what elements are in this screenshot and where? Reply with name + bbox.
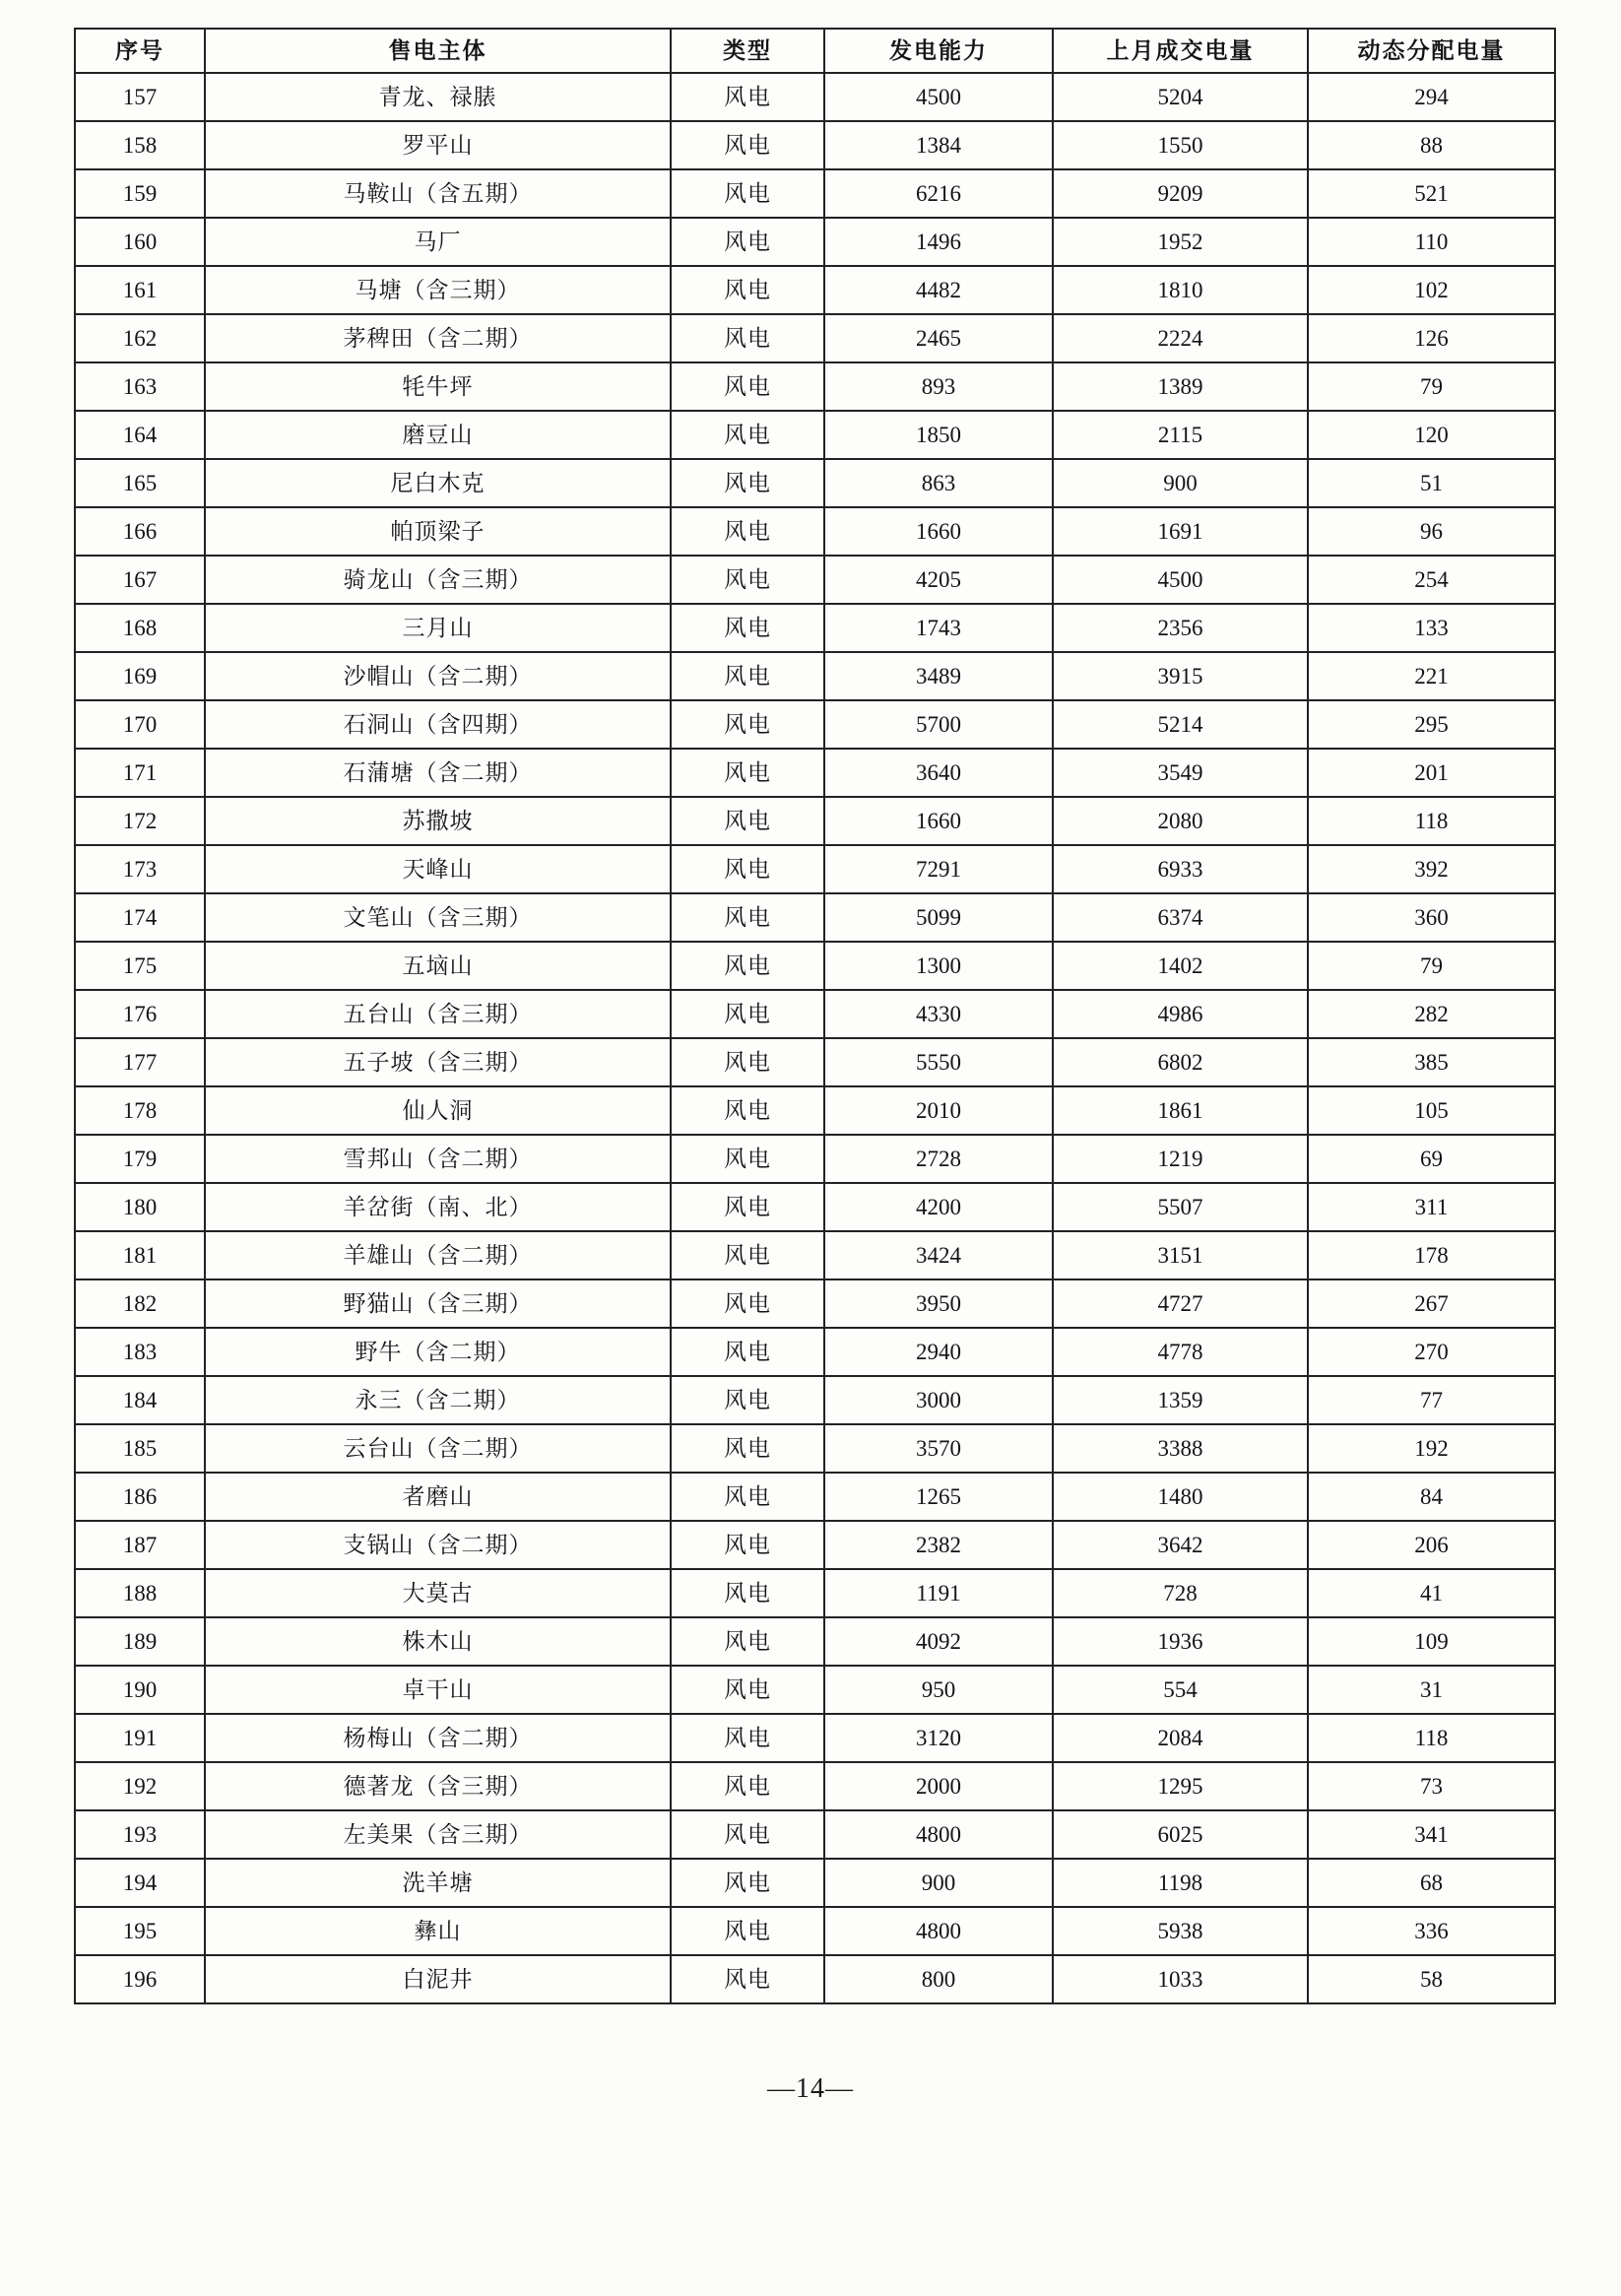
table-row xyxy=(75,411,1555,459)
column-header-last-month-volume: 上月成交电量 xyxy=(1053,29,1308,73)
cell-seq: 159 xyxy=(75,169,205,218)
cell-dynamic-allocation: 73 xyxy=(1308,1762,1555,1810)
cell-entity: 者磨山 xyxy=(205,1473,671,1521)
cell-type: 风电 xyxy=(671,1376,824,1424)
cell-capacity: 3000 xyxy=(824,1376,1053,1424)
table-row xyxy=(75,1038,1555,1086)
cell-type: 风电 xyxy=(671,1328,824,1376)
table-row xyxy=(75,1521,1555,1569)
cell-last-month-volume: 3151 xyxy=(1053,1231,1308,1279)
cell-last-month-volume: 1198 xyxy=(1053,1859,1308,1907)
cell-seq: 162 xyxy=(75,314,205,362)
cell-dynamic-allocation: 102 xyxy=(1308,266,1555,314)
cell-seq: 157 xyxy=(75,73,205,121)
cell-last-month-volume: 1861 xyxy=(1053,1086,1308,1135)
cell-entity: 马厂 xyxy=(205,218,671,266)
cell-capacity: 800 xyxy=(824,1955,1053,2003)
cell-last-month-volume: 2084 xyxy=(1053,1714,1308,1762)
cell-type: 风电 xyxy=(671,218,824,266)
cell-dynamic-allocation: 77 xyxy=(1308,1376,1555,1424)
cell-dynamic-allocation: 84 xyxy=(1308,1473,1555,1521)
cell-type: 风电 xyxy=(671,1666,824,1714)
cell-seq: 170 xyxy=(75,700,205,749)
table-row xyxy=(75,1666,1555,1714)
cell-last-month-volume: 6802 xyxy=(1053,1038,1308,1086)
cell-dynamic-allocation: 126 xyxy=(1308,314,1555,362)
cell-type: 风电 xyxy=(671,73,824,121)
cell-dynamic-allocation: 109 xyxy=(1308,1617,1555,1666)
cell-seq: 177 xyxy=(75,1038,205,1086)
cell-dynamic-allocation: 341 xyxy=(1308,1810,1555,1859)
cell-dynamic-allocation: 336 xyxy=(1308,1907,1555,1955)
cell-last-month-volume: 2115 xyxy=(1053,411,1308,459)
table-row xyxy=(75,797,1555,845)
cell-seq: 182 xyxy=(75,1279,205,1328)
cell-last-month-volume: 5204 xyxy=(1053,73,1308,121)
cell-type: 风电 xyxy=(671,1955,824,2003)
cell-entity: 苏撒坡 xyxy=(205,797,671,845)
cell-entity: 磨豆山 xyxy=(205,411,671,459)
cell-dynamic-allocation: 295 xyxy=(1308,700,1555,749)
cell-last-month-volume: 2080 xyxy=(1053,797,1308,845)
cell-type: 风电 xyxy=(671,604,824,652)
cell-entity: 天峰山 xyxy=(205,845,671,893)
table-row xyxy=(75,1810,1555,1859)
cell-capacity: 950 xyxy=(824,1666,1053,1714)
cell-entity: 文笔山（含三期） xyxy=(205,893,671,942)
cell-capacity: 7291 xyxy=(824,845,1053,893)
cell-entity: 羊岔街（南、北） xyxy=(205,1183,671,1231)
cell-seq: 185 xyxy=(75,1424,205,1473)
cell-entity: 野猫山（含三期） xyxy=(205,1279,671,1328)
cell-last-month-volume: 3388 xyxy=(1053,1424,1308,1473)
table-row xyxy=(75,1473,1555,1521)
cell-seq: 173 xyxy=(75,845,205,893)
cell-entity: 彝山 xyxy=(205,1907,671,1955)
cell-capacity: 1496 xyxy=(824,218,1053,266)
cell-last-month-volume: 6933 xyxy=(1053,845,1308,893)
cell-last-month-volume: 1219 xyxy=(1053,1135,1308,1183)
cell-last-month-volume: 4986 xyxy=(1053,990,1308,1038)
table-row xyxy=(75,314,1555,362)
cell-type: 风电 xyxy=(671,1183,824,1231)
cell-type: 风电 xyxy=(671,266,824,314)
cell-last-month-volume: 3915 xyxy=(1053,652,1308,700)
table-row xyxy=(75,1714,1555,1762)
cell-seq: 178 xyxy=(75,1086,205,1135)
cell-entity: 羊雄山（含二期） xyxy=(205,1231,671,1279)
cell-type: 风电 xyxy=(671,411,824,459)
cell-dynamic-allocation: 79 xyxy=(1308,942,1555,990)
cell-capacity: 5550 xyxy=(824,1038,1053,1086)
cell-seq: 186 xyxy=(75,1473,205,1521)
cell-type: 风电 xyxy=(671,362,824,411)
cell-dynamic-allocation: 206 xyxy=(1308,1521,1555,1569)
cell-type: 风电 xyxy=(671,1135,824,1183)
cell-entity: 石洞山（含四期） xyxy=(205,700,671,749)
cell-type: 风电 xyxy=(671,797,824,845)
cell-seq: 165 xyxy=(75,459,205,507)
cell-capacity: 4800 xyxy=(824,1907,1053,1955)
cell-type: 风电 xyxy=(671,314,824,362)
cell-capacity: 1660 xyxy=(824,507,1053,556)
cell-capacity: 2940 xyxy=(824,1328,1053,1376)
cell-dynamic-allocation: 58 xyxy=(1308,1955,1555,2003)
table-row xyxy=(75,1135,1555,1183)
table-row xyxy=(75,556,1555,604)
table-row xyxy=(75,990,1555,1038)
cell-seq: 158 xyxy=(75,121,205,169)
cell-last-month-volume: 1691 xyxy=(1053,507,1308,556)
cell-seq: 188 xyxy=(75,1569,205,1617)
cell-type: 风电 xyxy=(671,1231,824,1279)
power-sellers-table xyxy=(74,28,1556,2004)
cell-entity: 五台山（含三期） xyxy=(205,990,671,1038)
table-row xyxy=(75,362,1555,411)
cell-capacity: 4330 xyxy=(824,990,1053,1038)
cell-entity: 尼白木克 xyxy=(205,459,671,507)
cell-capacity: 6216 xyxy=(824,169,1053,218)
cell-capacity: 1300 xyxy=(824,942,1053,990)
cell-capacity: 1191 xyxy=(824,1569,1053,1617)
cell-dynamic-allocation: 41 xyxy=(1308,1569,1555,1617)
cell-seq: 169 xyxy=(75,652,205,700)
cell-entity: 白泥井 xyxy=(205,1955,671,2003)
cell-capacity: 5700 xyxy=(824,700,1053,749)
page-number: —14— xyxy=(767,2073,854,2104)
cell-seq: 174 xyxy=(75,893,205,942)
cell-dynamic-allocation: 294 xyxy=(1308,73,1555,121)
cell-dynamic-allocation: 254 xyxy=(1308,556,1555,604)
cell-dynamic-allocation: 118 xyxy=(1308,797,1555,845)
cell-last-month-volume: 4778 xyxy=(1053,1328,1308,1376)
cell-entity: 仙人洞 xyxy=(205,1086,671,1135)
table-header xyxy=(75,29,1555,73)
cell-capacity: 4092 xyxy=(824,1617,1053,1666)
cell-type: 风电 xyxy=(671,121,824,169)
cell-dynamic-allocation: 69 xyxy=(1308,1135,1555,1183)
cell-seq: 172 xyxy=(75,797,205,845)
cell-last-month-volume: 1480 xyxy=(1053,1473,1308,1521)
cell-last-month-volume: 1359 xyxy=(1053,1376,1308,1424)
table-row xyxy=(75,1328,1555,1376)
cell-capacity: 900 xyxy=(824,1859,1053,1907)
cell-dynamic-allocation: 221 xyxy=(1308,652,1555,700)
cell-seq: 179 xyxy=(75,1135,205,1183)
cell-type: 风电 xyxy=(671,1617,824,1666)
cell-seq: 176 xyxy=(75,990,205,1038)
table-row xyxy=(75,73,1555,121)
cell-capacity: 1850 xyxy=(824,411,1053,459)
cell-entity: 杨梅山（含二期） xyxy=(205,1714,671,1762)
cell-type: 风电 xyxy=(671,459,824,507)
cell-dynamic-allocation: 267 xyxy=(1308,1279,1555,1328)
cell-seq: 167 xyxy=(75,556,205,604)
cell-last-month-volume: 728 xyxy=(1053,1569,1308,1617)
cell-last-month-volume: 9209 xyxy=(1053,169,1308,218)
cell-last-month-volume: 1550 xyxy=(1053,121,1308,169)
cell-seq: 190 xyxy=(75,1666,205,1714)
cell-type: 风电 xyxy=(671,700,824,749)
table-row xyxy=(75,1231,1555,1279)
cell-entity: 牦牛坪 xyxy=(205,362,671,411)
cell-seq: 193 xyxy=(75,1810,205,1859)
column-header-entity: 售电主体 xyxy=(205,29,671,73)
cell-entity: 左美果（含三期） xyxy=(205,1810,671,1859)
cell-type: 风电 xyxy=(671,845,824,893)
cell-dynamic-allocation: 282 xyxy=(1308,990,1555,1038)
cell-capacity: 5099 xyxy=(824,893,1053,942)
cell-capacity: 3424 xyxy=(824,1231,1053,1279)
cell-dynamic-allocation: 96 xyxy=(1308,507,1555,556)
cell-type: 风电 xyxy=(671,1038,824,1086)
cell-entity: 野牛（含二期） xyxy=(205,1328,671,1376)
cell-type: 风电 xyxy=(671,1714,824,1762)
cell-entity: 马塘（含三期） xyxy=(205,266,671,314)
table-row xyxy=(75,1424,1555,1473)
column-header-type: 类型 xyxy=(671,29,824,73)
table-row xyxy=(75,266,1555,314)
table-body xyxy=(75,73,1555,2003)
table-row xyxy=(75,1617,1555,1666)
cell-entity: 雪邦山（含二期） xyxy=(205,1135,671,1183)
cell-entity: 永三（含二期） xyxy=(205,1376,671,1424)
cell-seq: 161 xyxy=(75,266,205,314)
cell-dynamic-allocation: 385 xyxy=(1308,1038,1555,1086)
cell-capacity: 2465 xyxy=(824,314,1053,362)
cell-type: 风电 xyxy=(671,652,824,700)
cell-last-month-volume: 6025 xyxy=(1053,1810,1308,1859)
cell-dynamic-allocation: 178 xyxy=(1308,1231,1555,1279)
cell-capacity: 3489 xyxy=(824,652,1053,700)
cell-last-month-volume: 1033 xyxy=(1053,1955,1308,2003)
cell-type: 风电 xyxy=(671,1086,824,1135)
cell-last-month-volume: 5938 xyxy=(1053,1907,1308,1955)
table-row xyxy=(75,845,1555,893)
cell-dynamic-allocation: 110 xyxy=(1308,218,1555,266)
table-row xyxy=(75,1859,1555,1907)
column-header-dynamic-allocation: 动态分配电量 xyxy=(1308,29,1555,73)
cell-dynamic-allocation: 133 xyxy=(1308,604,1555,652)
cell-last-month-volume: 6374 xyxy=(1053,893,1308,942)
table-row xyxy=(75,1376,1555,1424)
cell-capacity: 4800 xyxy=(824,1810,1053,1859)
cell-dynamic-allocation: 311 xyxy=(1308,1183,1555,1231)
cell-dynamic-allocation: 521 xyxy=(1308,169,1555,218)
cell-last-month-volume: 1295 xyxy=(1053,1762,1308,1810)
cell-seq: 189 xyxy=(75,1617,205,1666)
cell-entity: 三月山 xyxy=(205,604,671,652)
cell-capacity: 4205 xyxy=(824,556,1053,604)
cell-entity: 支锅山（含二期） xyxy=(205,1521,671,1569)
cell-seq: 192 xyxy=(75,1762,205,1810)
cell-dynamic-allocation: 192 xyxy=(1308,1424,1555,1473)
cell-type: 风电 xyxy=(671,749,824,797)
table-row xyxy=(75,652,1555,700)
cell-seq: 187 xyxy=(75,1521,205,1569)
cell-seq: 183 xyxy=(75,1328,205,1376)
table-row xyxy=(75,1086,1555,1135)
cell-dynamic-allocation: 118 xyxy=(1308,1714,1555,1762)
cell-last-month-volume: 5507 xyxy=(1053,1183,1308,1231)
cell-entity: 五子坡（含三期） xyxy=(205,1038,671,1086)
cell-seq: 194 xyxy=(75,1859,205,1907)
cell-last-month-volume: 554 xyxy=(1053,1666,1308,1714)
cell-last-month-volume: 3549 xyxy=(1053,749,1308,797)
cell-dynamic-allocation: 105 xyxy=(1308,1086,1555,1135)
cell-capacity: 2728 xyxy=(824,1135,1053,1183)
table-row xyxy=(75,893,1555,942)
table-row xyxy=(75,1183,1555,1231)
cell-last-month-volume: 1402 xyxy=(1053,942,1308,990)
cell-dynamic-allocation: 68 xyxy=(1308,1859,1555,1907)
cell-capacity: 863 xyxy=(824,459,1053,507)
table-row xyxy=(75,604,1555,652)
table-row xyxy=(75,507,1555,556)
cell-seq: 196 xyxy=(75,1955,205,2003)
cell-seq: 180 xyxy=(75,1183,205,1231)
table-row xyxy=(75,1955,1555,2003)
cell-type: 风电 xyxy=(671,1521,824,1569)
cell-entity: 洗羊塘 xyxy=(205,1859,671,1907)
cell-seq: 168 xyxy=(75,604,205,652)
cell-seq: 171 xyxy=(75,749,205,797)
cell-type: 风电 xyxy=(671,893,824,942)
cell-dynamic-allocation: 79 xyxy=(1308,362,1555,411)
table-row xyxy=(75,218,1555,266)
cell-capacity: 3120 xyxy=(824,1714,1053,1762)
column-header-capacity: 发电能力 xyxy=(824,29,1053,73)
cell-seq: 164 xyxy=(75,411,205,459)
table-row xyxy=(75,942,1555,990)
cell-dynamic-allocation: 88 xyxy=(1308,121,1555,169)
cell-entity: 石蒲塘（含二期） xyxy=(205,749,671,797)
table-row xyxy=(75,1762,1555,1810)
cell-type: 风电 xyxy=(671,1279,824,1328)
table-row xyxy=(75,1907,1555,1955)
cell-last-month-volume: 1389 xyxy=(1053,362,1308,411)
table-row xyxy=(75,121,1555,169)
cell-entity: 罗平山 xyxy=(205,121,671,169)
cell-capacity: 1384 xyxy=(824,121,1053,169)
cell-seq: 163 xyxy=(75,362,205,411)
table-row xyxy=(75,700,1555,749)
cell-entity: 卓干山 xyxy=(205,1666,671,1714)
cell-seq: 191 xyxy=(75,1714,205,1762)
cell-last-month-volume: 5214 xyxy=(1053,700,1308,749)
cell-entity: 五垴山 xyxy=(205,942,671,990)
column-header-seq: 序号 xyxy=(75,29,205,73)
cell-last-month-volume: 2356 xyxy=(1053,604,1308,652)
cell-dynamic-allocation: 31 xyxy=(1308,1666,1555,1714)
cell-last-month-volume: 900 xyxy=(1053,459,1308,507)
cell-dynamic-allocation: 360 xyxy=(1308,893,1555,942)
cell-last-month-volume: 1952 xyxy=(1053,218,1308,266)
cell-type: 风电 xyxy=(671,942,824,990)
cell-seq: 195 xyxy=(75,1907,205,1955)
cell-type: 风电 xyxy=(671,1473,824,1521)
cell-type: 风电 xyxy=(671,1859,824,1907)
cell-capacity: 1743 xyxy=(824,604,1053,652)
cell-type: 风电 xyxy=(671,507,824,556)
cell-seq: 175 xyxy=(75,942,205,990)
cell-entity: 沙帽山（含二期） xyxy=(205,652,671,700)
cell-type: 风电 xyxy=(671,990,824,1038)
cell-capacity: 893 xyxy=(824,362,1053,411)
cell-last-month-volume: 2224 xyxy=(1053,314,1308,362)
cell-seq: 181 xyxy=(75,1231,205,1279)
cell-type: 风电 xyxy=(671,556,824,604)
cell-capacity: 2000 xyxy=(824,1762,1053,1810)
cell-capacity: 1660 xyxy=(824,797,1053,845)
cell-last-month-volume: 1936 xyxy=(1053,1617,1308,1666)
table-row xyxy=(75,1279,1555,1328)
cell-entity: 青龙、禄脿 xyxy=(205,73,671,121)
cell-last-month-volume: 3642 xyxy=(1053,1521,1308,1569)
cell-entity: 茅稗田（含二期） xyxy=(205,314,671,362)
cell-type: 风电 xyxy=(671,1569,824,1617)
cell-capacity: 3640 xyxy=(824,749,1053,797)
cell-seq: 184 xyxy=(75,1376,205,1424)
cell-entity: 马鞍山（含五期） xyxy=(205,169,671,218)
cell-seq: 166 xyxy=(75,507,205,556)
table-row xyxy=(75,169,1555,218)
cell-type: 风电 xyxy=(671,1762,824,1810)
cell-entity: 云台山（含二期） xyxy=(205,1424,671,1473)
cell-seq: 160 xyxy=(75,218,205,266)
cell-dynamic-allocation: 270 xyxy=(1308,1328,1555,1376)
cell-dynamic-allocation: 120 xyxy=(1308,411,1555,459)
cell-type: 风电 xyxy=(671,1424,824,1473)
cell-type: 风电 xyxy=(671,1907,824,1955)
cell-capacity: 2010 xyxy=(824,1086,1053,1135)
cell-entity: 德著龙（含三期） xyxy=(205,1762,671,1810)
cell-capacity: 1265 xyxy=(824,1473,1053,1521)
cell-dynamic-allocation: 51 xyxy=(1308,459,1555,507)
cell-entity: 骑龙山（含三期） xyxy=(205,556,671,604)
cell-dynamic-allocation: 392 xyxy=(1308,845,1555,893)
cell-capacity: 3570 xyxy=(824,1424,1053,1473)
table-row xyxy=(75,749,1555,797)
cell-capacity: 4500 xyxy=(824,73,1053,121)
cell-capacity: 4482 xyxy=(824,266,1053,314)
cell-entity: 帕顶梁子 xyxy=(205,507,671,556)
cell-entity: 大莫古 xyxy=(205,1569,671,1617)
cell-last-month-volume: 4727 xyxy=(1053,1279,1308,1328)
cell-last-month-volume: 4500 xyxy=(1053,556,1308,604)
table-row xyxy=(75,1569,1555,1617)
cell-capacity: 2382 xyxy=(824,1521,1053,1569)
cell-dynamic-allocation: 201 xyxy=(1308,749,1555,797)
cell-last-month-volume: 1810 xyxy=(1053,266,1308,314)
table-row xyxy=(75,459,1555,507)
cell-type: 风电 xyxy=(671,1810,824,1859)
cell-type: 风电 xyxy=(671,169,824,218)
cell-capacity: 4200 xyxy=(824,1183,1053,1231)
cell-capacity: 3950 xyxy=(824,1279,1053,1328)
cell-entity: 株木山 xyxy=(205,1617,671,1666)
table-header-row xyxy=(75,29,1555,73)
